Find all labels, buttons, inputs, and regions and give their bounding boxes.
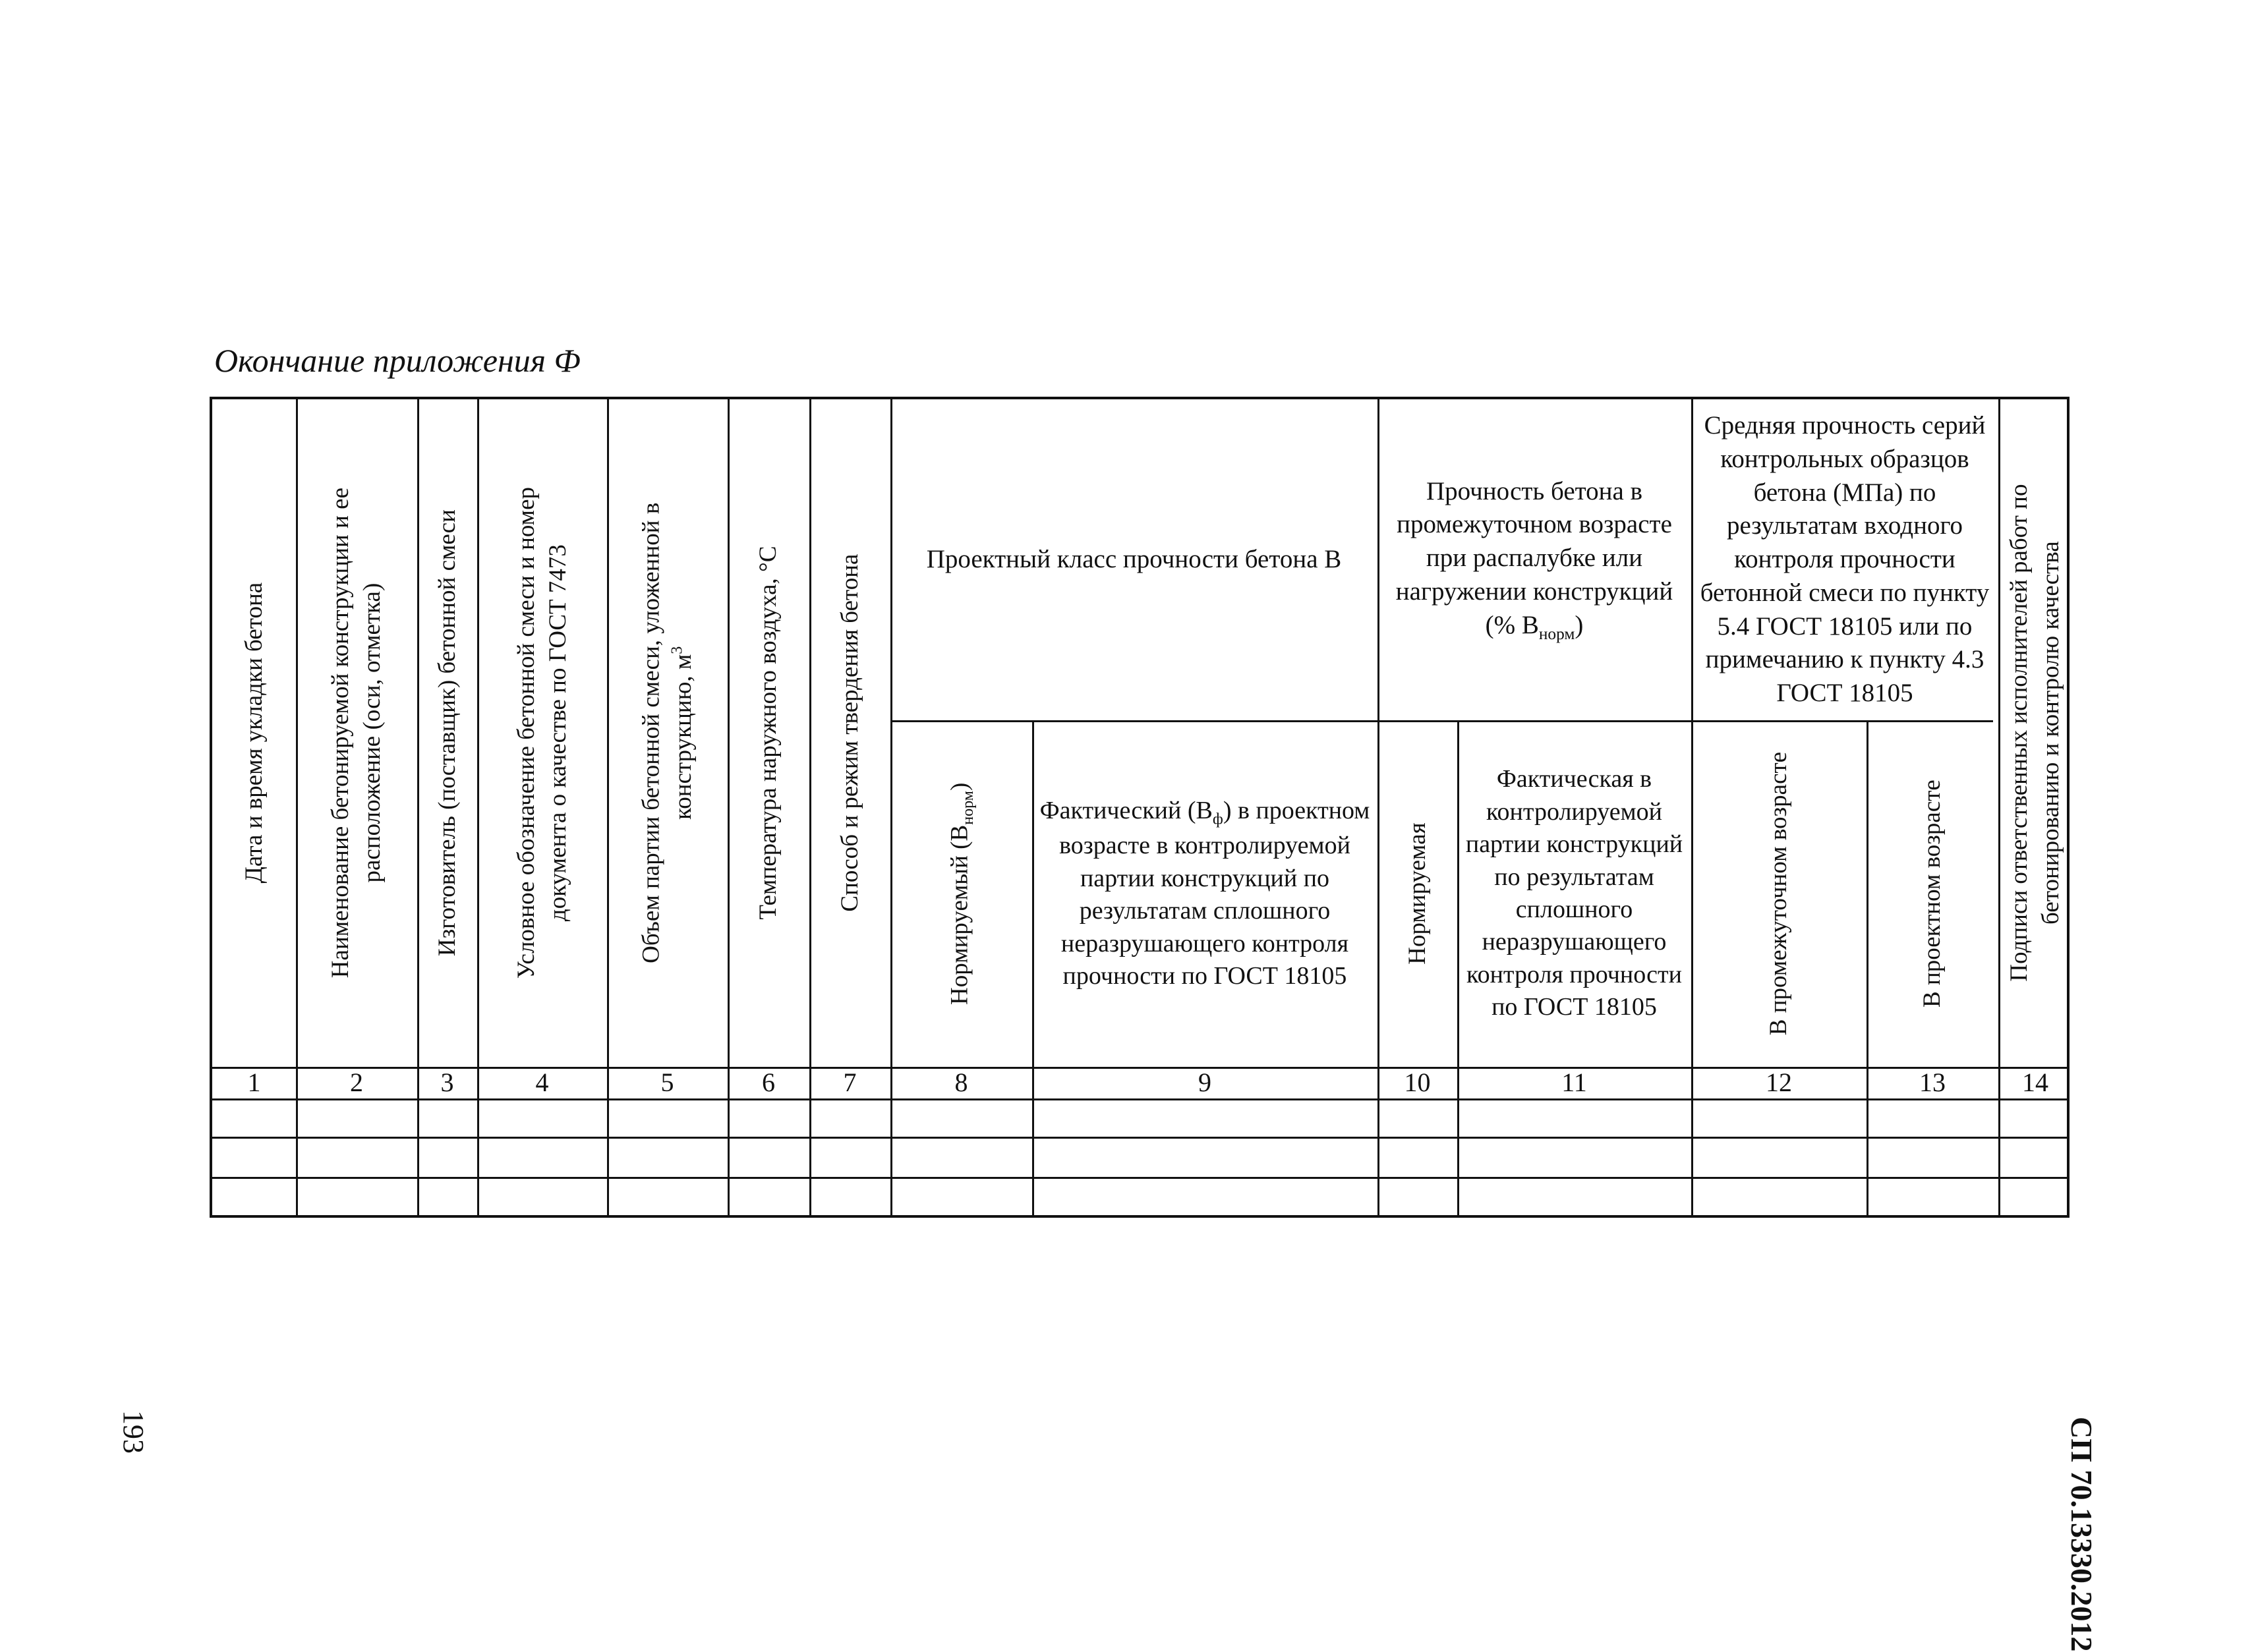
header-signatures xyxy=(1998,399,2072,1067)
header-structure-name xyxy=(296,399,417,1067)
header-date-time xyxy=(212,399,296,1067)
header-avg-intermediate-age-text: В промежуточном возрасте xyxy=(1764,751,1792,1036)
normative-class-sub: норм xyxy=(959,790,977,825)
header-intermediate-strength xyxy=(1377,399,1691,720)
header-avg-design-age xyxy=(1867,720,1998,1067)
actual-class-label: Фактический (В xyxy=(1039,796,1213,824)
intermediate-strength-close: ) xyxy=(1575,610,1584,639)
header-date-time-text: Дата и время укладки бетона xyxy=(240,583,268,884)
column-number: 1 xyxy=(247,1068,261,1097)
header-actual-intermediate-text: Фактическая в контролируемой партии конструкций по результатам сплошного неразрушающего контроля прочности по ГОСТ 18105 xyxy=(1465,765,1683,1021)
column-number: 13 xyxy=(1919,1068,1946,1097)
column-number: 9 xyxy=(1198,1068,1211,1097)
header-batch-volume-text xyxy=(635,449,699,1016)
header-actual-class-text xyxy=(1036,795,1374,993)
header-actual-intermediate xyxy=(1457,720,1691,1067)
column-number: 2 xyxy=(350,1068,363,1097)
actual-class-rest: ) в проектном возрасте в контролируемой партии конструкций по результатам сплошного неразрушающего контроля прочности по ГОСТ 18105 xyxy=(1059,796,1370,990)
header-intermediate-strength-text xyxy=(1381,475,1687,644)
header-avg-intermediate-age xyxy=(1691,720,1867,1067)
column-number: 6 xyxy=(762,1068,775,1097)
column-number: 3 xyxy=(440,1068,454,1097)
column-number: 8 xyxy=(954,1068,968,1097)
section-heading: Окончание приложения Ф xyxy=(214,342,581,379)
document-code: СП 70.13330.2012 xyxy=(2065,1417,2099,1652)
header-design-strength-class-text: Проектный класс прочности бетона В xyxy=(926,545,1342,574)
row-border xyxy=(212,1177,2067,1179)
header-manufacturer xyxy=(417,399,477,1067)
header-mix-designation-text: Условное обозначение бетонной смеси и номер документа о качестве по ГОСТ 7473 xyxy=(512,487,571,979)
header-batch-volume xyxy=(607,399,728,1067)
header-design-strength-class xyxy=(890,399,1377,720)
column-number: 4 xyxy=(535,1068,549,1097)
header-normative-intermediate xyxy=(1377,720,1457,1067)
actual-class-sub: ф xyxy=(1212,810,1223,828)
column-number: 5 xyxy=(660,1068,674,1097)
header-avg-design-age-text: В проектном возрасте xyxy=(1918,780,1946,1008)
header-average-strength xyxy=(1691,399,1998,720)
intermediate-strength-label: Прочность бетона в промежуточном возрасте при распалубке или нагружении конструкций (% В xyxy=(1395,476,1673,639)
header-manufacturer-text: Изготовитель (поставщик) бетонной смеси xyxy=(433,509,461,957)
row-border xyxy=(212,1137,2067,1139)
normative-class-close: ) xyxy=(946,782,973,791)
batch-volume-label: Объем партии бетонной смеси, уложенной в конструкцию, м xyxy=(637,502,697,964)
page-number: 193 xyxy=(117,1410,150,1454)
batch-volume-unit-sup: 3 xyxy=(668,646,686,654)
column-number: 14 xyxy=(2022,1068,2048,1097)
header-curing-mode-text: Способ и режим твердения бетона xyxy=(836,554,863,913)
header-structure-name-text: Наименование бетонируемой конструкции и ее расположение (оси, отметка) xyxy=(326,488,386,979)
header-normative-class xyxy=(890,720,1032,1067)
header-air-temperature-text: Температура наружного воздуха, °С xyxy=(754,546,782,921)
header-mix-designation xyxy=(477,399,607,1067)
header-actual-class xyxy=(1032,720,1377,1067)
header-signatures-text: Подписи ответственных исполнителей работ по бетонированию и контролю качества xyxy=(2005,484,2064,983)
normative-class-label: Нормируемый (В xyxy=(946,824,973,1005)
header-normative-class-text xyxy=(944,755,979,1032)
header-air-temperature xyxy=(728,399,809,1067)
column-number: 7 xyxy=(843,1068,857,1097)
column-number: 11 xyxy=(1561,1068,1587,1097)
column-number: 12 xyxy=(1766,1068,1792,1097)
column-number: 10 xyxy=(1404,1068,1431,1097)
header-normative-intermediate-text: Нормируемая xyxy=(1403,822,1431,965)
header-curing-mode xyxy=(809,399,890,1067)
intermediate-strength-sub: норм xyxy=(1538,624,1575,643)
header-average-strength-text: Средняя прочность серий контрольных образцов бетона (МПа) по результатам входного контроля прочности бетонной смеси по пункту 5.4 ГОСТ 18105 или по примечанию к пункту 4.3 ГОСТ 18105 xyxy=(1700,411,1990,707)
concrete-journal-table xyxy=(210,397,2070,1218)
